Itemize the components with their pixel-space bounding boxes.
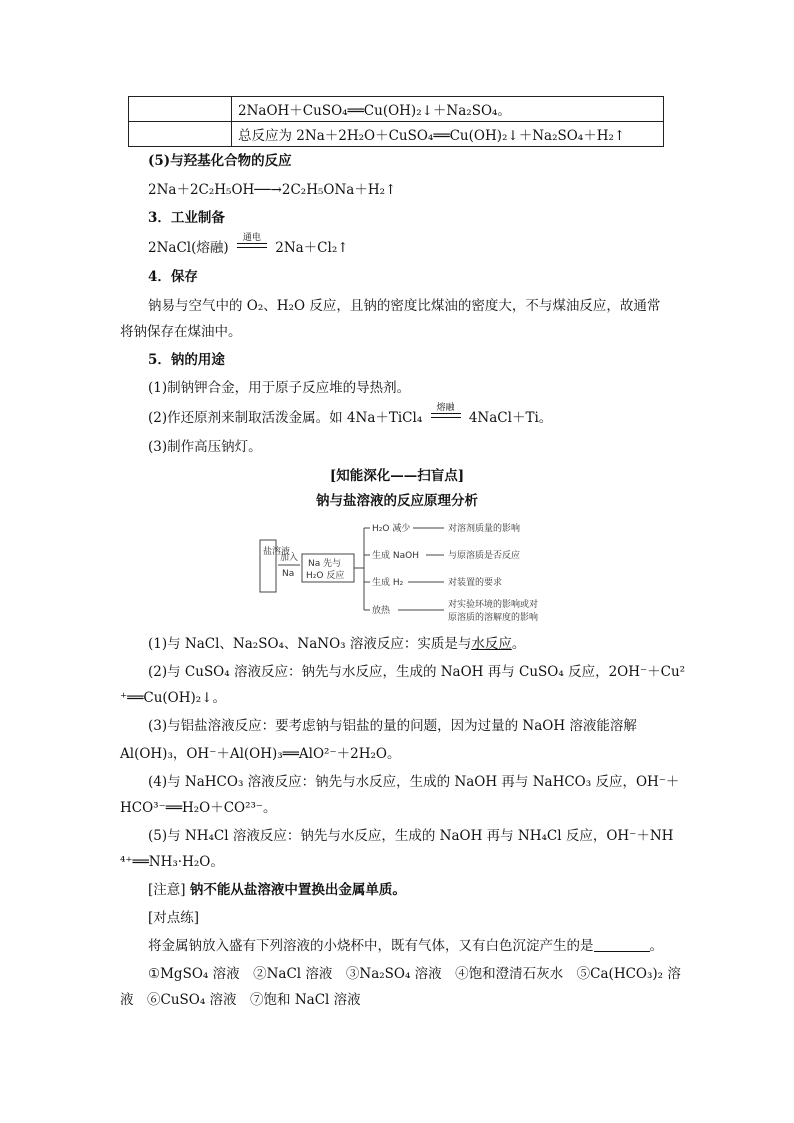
branch3-effect: 对装置的要求 [448, 578, 503, 588]
rule-5-line1: (5)与 NH₄Cl 溶液反应：钠先与水反应，生成的 NaOH 再与 NH₄Cl 反应，OH⁻＋NH [148, 828, 674, 844]
options-line2: 液 ⑥CuSO₄ 溶液 ⑦饱和 NaCl 溶液 [120, 992, 361, 1008]
table-empty-cell [129, 122, 232, 147]
eq-condition [233, 233, 271, 258]
branch4-effect1: 对实验环境的影响或对 [448, 600, 539, 610]
branch3-label: 生成 H₂ [372, 578, 404, 588]
rule-5-line2: ⁴⁺══NH₃·H₂O。 [120, 854, 224, 870]
add-label-na: Na [282, 569, 295, 579]
question-text: 将金属钠放入盛有下列溶液的小烧杯中，既有气体，又有白色沉淀产生的是 [148, 938, 594, 954]
branch4-label: 放热 [372, 606, 391, 616]
rule-4-line1: (4)与 NaHCO₃ 溶液反应：钠先与水反应，生成的 NaOH 再与 NaHCO₃ 反应，OH⁻＋ [148, 774, 680, 790]
question-stem [148, 936, 663, 956]
use2-condition-label: 熔融 [436, 403, 455, 413]
use-item-2 [148, 403, 553, 428]
sec5-equation: 2Na＋2C₂H₅OH──→2C₂H₅ONa＋H₂↑ [148, 182, 397, 198]
sec5-heading: (5)与羟基化合物的反应 [148, 153, 292, 169]
table-cell-eq2: 总反应为 2Na＋2H₂O＋CuSO₄══Cu(OH)₂↓＋Na₂SO₄＋H₂↑ [232, 122, 664, 147]
use-item-3: (3)制作高压钠灯。 [148, 439, 262, 455]
rule-3-line2: Al(OH)₃，OH⁻＋Al(OH)₃══AlO²⁻＋2H₂O。 [120, 746, 401, 762]
rule-4-line2: HCO³⁻══H₂O＋CO²³⁻。 [120, 800, 277, 816]
rule-1 [148, 634, 525, 654]
reaction-diagram [258, 518, 558, 628]
eq-right: 2Na＋Cl₂↑ [275, 240, 349, 256]
rule-2-line2: ⁺══Cu(OH)₂↓。 [120, 690, 227, 706]
deep-title: [知能深化——扫盲点] [329, 468, 465, 484]
answer-blank[interactable] [594, 937, 650, 952]
table-cell-eq1: 2NaOH＋CuSO₄══Cu(OH)₂↓＋Na₂SO₄。 [232, 97, 664, 122]
rule-3-line1: (3)与铝盐溶液反应：要考虑钠与铝盐的量的问题，因为过量的 NaOH 溶液能溶解 [148, 718, 637, 734]
rule1-end: 。 [511, 636, 526, 652]
left-box-label: 盐溶液 [263, 547, 291, 557]
eq-left: 2NaCl(熔融) [148, 240, 229, 256]
branch4-effect2: 原溶质的溶解度的影响 [448, 613, 539, 623]
use-item-1: (1)制钠钾合金，用于原子反应堆的导热剂。 [148, 380, 411, 396]
options-line1: ①MgSO₄ 溶液 ②NaCl 溶液 ③Na₂SO₄ 溶液 ④饱和澄清石灰水 ⑤Ca(HCO₃)₂ 溶 [148, 966, 681, 982]
branch2-label: 生成 NaOH [372, 551, 419, 561]
note-text: 钠不能从盐溶液中置换出金属单质。 [189, 882, 406, 898]
deep-subtitle: 钠与盐溶液的反应原理分析 [316, 493, 478, 509]
mid-box-line2: H₂O 反应 [306, 571, 345, 581]
note-tag: [注意] [148, 882, 186, 898]
use2-condition [427, 403, 465, 428]
section4-line1: 钠易与空气中的 O₂、H₂O 反应，且钠的密度比煤油的密度大，不与煤油反应，故通常 [148, 298, 661, 314]
reaction-table [128, 96, 664, 147]
use2-left: (2)作还原剂来制取活泼金属。如 4Na＋TiCl₄ [148, 410, 423, 426]
rule1-underlined: 水反应 [471, 636, 512, 652]
section5-heading: 5．钠的用途 [148, 352, 225, 368]
rule1-text: (1)与 NaCl、Na₂SO₄、NaNO₃ 溶液反应：实质是与 [148, 636, 472, 652]
mid-box-line1: Na 先与 [308, 559, 342, 569]
add-label: 加入 [280, 553, 299, 563]
question-end: 。 [649, 938, 663, 954]
table-empty-cell [129, 97, 232, 122]
section3-equation [148, 233, 349, 258]
use2-right: 4NaCl＋Ti。 [468, 410, 553, 426]
note [148, 880, 406, 900]
branch2-effect: 与原溶质是否反应 [448, 551, 521, 561]
practice-heading: [对点练] [148, 910, 200, 926]
section3-heading: 3．工业制备 [148, 210, 225, 226]
condition-label: 通电 [242, 233, 261, 243]
section4-line2: 将钠保存在煤油中。 [120, 324, 242, 340]
branch1-effect: 对溶剂质量的影响 [448, 524, 521, 534]
rule-2-line1: (2)与 CuSO₄ 溶液反应：钠先与水反应，生成的 NaOH 再与 CuSO₄ 反应，2OH⁻＋Cu² [148, 664, 686, 680]
branch1-label: H₂O 减少 [372, 524, 411, 534]
section4-heading: 4．保存 [148, 269, 198, 285]
